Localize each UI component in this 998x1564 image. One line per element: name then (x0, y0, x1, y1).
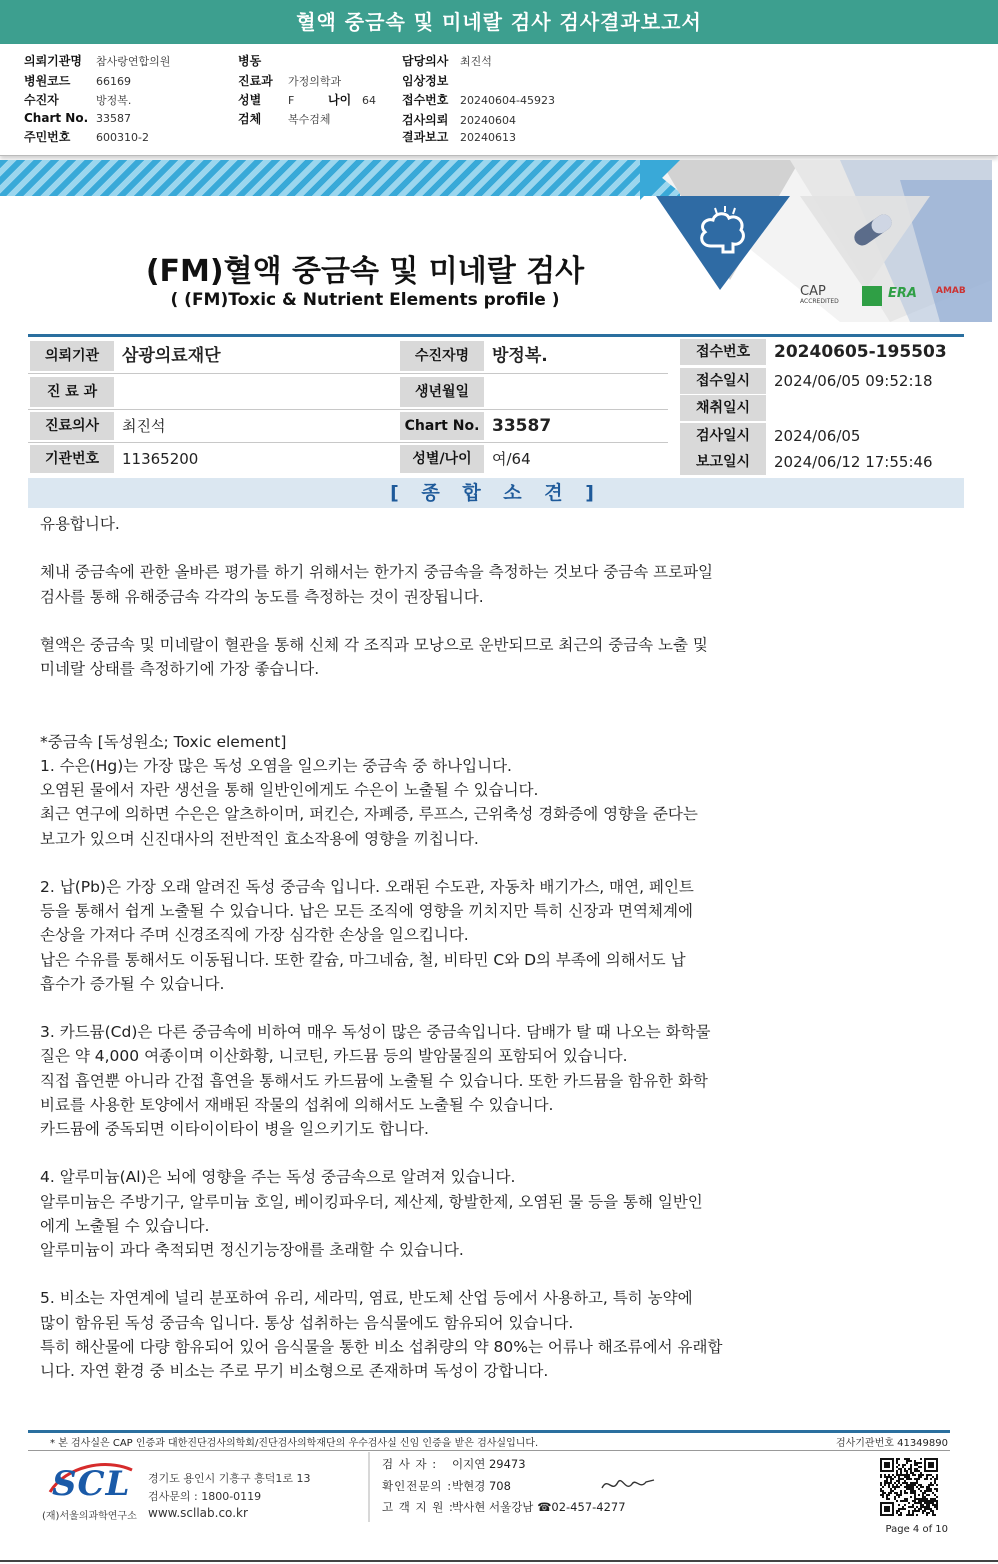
signature-image (600, 1474, 656, 1496)
scl-logo: SCL (52, 1464, 131, 1504)
hospital-name-row: 의뢰기관명 참사랑연합의원 (24, 54, 171, 68)
receipt-no-row: 접수번호 20240604-45923 (402, 93, 555, 107)
summary-line: 질은 약 4,000 여종이며 이산화황, 니코틴, 카드뮴 등의 발암물질의 포함되어 있습니다. (40, 1047, 628, 1066)
row-divider (28, 373, 668, 374)
summary-line (40, 851, 780, 875)
label-chart-no: Chart No. (400, 412, 484, 440)
summary-heading: [ 종 합 소 견 ] (28, 478, 964, 508)
summary-line: *중금속 [독성원소; Toxic element] (40, 732, 287, 751)
lab-name: (재)서울의과학연구소 (42, 1511, 137, 1522)
row-divider (28, 442, 668, 443)
summary-line: 알루미늄은 주방기구, 알루미늄 호일, 베이킹파우더, 제산제, 항발한제, 오염된 물 등을 통해 일반인 (40, 1192, 703, 1211)
summary-line: 카드뮴에 중독되면 이타이이타이 병을 일으키기도 합니다. (40, 1119, 429, 1138)
report-date-row: 결과보고 20240613 (402, 130, 516, 144)
test-subtitle: ( (FM)Toxic & Nutrient Elements profile ) (170, 290, 560, 310)
specimen-row: 검체 복수검체 (238, 112, 331, 126)
summary-line: 비료를 사용한 토양에서 재배된 작물의 섭취에 의해서도 노출될 수 있습니다. (40, 1095, 554, 1114)
chart-no-row: Chart No. 33587 (24, 111, 131, 125)
summary-line: 보고가 있으며 신진대사의 전반적인 효소작용에 영향을 끼칩니다. (40, 829, 479, 848)
label-requesting-org: 의뢰기관 (30, 341, 114, 371)
summary-line: 에게 노출될 수 있습니다. (40, 1216, 210, 1235)
summary-line: 미네랄 상태를 측정하기에 가장 좋습니다. (40, 660, 320, 679)
resident-no-row: 주민번호 600310-2 (24, 130, 149, 144)
clinical-info-row: 임상정보 (402, 74, 449, 88)
sex-row: 성별 F (238, 93, 295, 107)
summary-line: 직접 흡연뿐 아니라 간접 흡연을 통해서도 카드뮴에 노출될 수 있습니다. 또한 카드뮴을 함유한 화학 (40, 1071, 708, 1090)
patient-info-table (28, 334, 964, 474)
requesting-org-value: 삼광의료재단 (122, 346, 221, 366)
org-number: 검사기관번호 41349890 (835, 1438, 948, 1449)
lm-logo-icon (862, 286, 882, 306)
label-test-date: 검사일시 (680, 423, 766, 449)
summary-line: 1. 수은(Hg)는 가장 많은 독성 오염을 일으키는 중금속 중 하나입니다. (40, 756, 512, 775)
patient-summary-block (0, 44, 998, 156)
summary-line: 등을 통해서 쉽게 노출될 수 있습니다. 납은 모든 조직에 영향을 끼치지만 특히 신장과 면역체계에 (40, 902, 693, 921)
summary-body (40, 512, 780, 1383)
summary-line: 흡수가 증가될 수 있습니다. (40, 974, 225, 993)
label-department: 진 료 과 (30, 377, 114, 407)
doctor-row: 담당의사 최진석 (402, 54, 492, 68)
department-value (114, 377, 122, 407)
org-no-value: 11365200 (122, 450, 199, 468)
summary-line: 검사를 통해 유해중금속 각각의 농도를 측정하는 것이 권장됩니다. (40, 587, 484, 606)
summary-line: 특히 해산물에 다량 함유되어 있어 음식물을 통한 비소 섭취량의 약 80%는 어류나 해조류에서 유래합 (40, 1337, 723, 1356)
hospital-code-row: 병원코드 66169 (24, 74, 131, 88)
accreditation-note: * 본 검사실은 CAP 인증과 대한진단검사의학회/진단검사의학재단의 우수검사실 신임 인증을 받은 검사실입니다. (50, 1438, 539, 1449)
support-row: 고 객 지 원 :박사현 서울강남 ☎02-457-4277 (382, 1500, 626, 1514)
label-birth-date: 생년월일 (400, 377, 484, 407)
footer-separator (368, 1452, 370, 1522)
patient-row: 수진자 방정복. (24, 93, 132, 107)
chart-no-value: 33587 (492, 416, 552, 436)
summary-line (40, 706, 780, 730)
era-logo: ERA (888, 286, 917, 301)
lab-website[interactable]: www.scllab.co.kr (148, 1506, 248, 1520)
summary-line: 니다. 자연 환경 중 비소는 주로 무기 비소형으로 존재하며 독성이 강합니다. (40, 1361, 549, 1380)
sex-age-value: 여/64 (492, 450, 531, 468)
doctor-value: 최진석 (122, 417, 166, 435)
summary-line: 손상을 가져다 주며 신경조직에 가장 심각한 손상을 일으킵니다. (40, 926, 469, 945)
page-bottom-rule (0, 1560, 998, 1562)
cap-logo: CAP (800, 284, 826, 299)
summary-line (40, 681, 780, 705)
summary-line: 알루미늄이 과다 축적되면 정신기능장애를 초래할 수 있습니다. (40, 1240, 464, 1259)
label-sex-age: 성별/나이 (400, 445, 484, 473)
summary-line: 납은 수유를 통해서도 이동됩니다. 또한 칼슘, 마그네슘, 철, 비타민 C와 D의 부족에 의해서도 납 (40, 950, 686, 969)
label-patient-name: 수진자명 (400, 341, 484, 371)
summary-line: 4. 알루미늄(Al)은 뇌에 영향을 주는 독성 중금속으로 알려져 있습니다. (40, 1168, 516, 1187)
birth-date-value (484, 377, 492, 407)
label-collection-time: 채취일시 (680, 395, 766, 421)
qr-code[interactable] (880, 1458, 938, 1516)
ward-row: 병동 (238, 54, 262, 68)
cap-accredited-text: ACCREDITED (800, 298, 839, 305)
specialist-row: 확인전문의 :박현경 708 (382, 1479, 511, 1493)
summary-line (40, 536, 780, 560)
footer-divider (28, 1450, 950, 1451)
footer-rule (28, 1430, 950, 1433)
banner-stripe (0, 160, 680, 196)
test-date-value: 2024/06/05 (774, 427, 861, 445)
summary-line (40, 1262, 780, 1286)
lab-address: 경기도 용인시 기흥구 흥덕1로 13 (148, 1472, 311, 1485)
receipt-time-value: 2024/06/05 09:52:18 (774, 372, 933, 390)
label-org-no: 기관번호 (30, 445, 114, 473)
accreditation-logos (800, 284, 970, 314)
collection-time-value (766, 395, 774, 421)
summary-line: 3. 카드뮴(Cd)은 다른 중금속에 비하여 매우 독성이 많은 중금속입니다. 담배가 탈 때 나오는 화학물 (40, 1023, 711, 1042)
summary-line (40, 609, 780, 633)
patient-name-value: 방정복. (492, 346, 548, 366)
label-receipt-time: 접수일시 (680, 368, 766, 394)
page-number: Page 4 of 10 (885, 1524, 948, 1535)
label-doctor: 진료의사 (30, 412, 114, 440)
summary-line: 유용합니다. (40, 515, 120, 533)
summary-line (40, 996, 780, 1020)
summary-line: 5. 비소는 자연계에 널리 분포하여 유리, 세라믹, 염료, 반도체 산업 등에서 사용하고, 특히 농약에 (40, 1289, 693, 1308)
summary-line: 혈액은 중금속 및 미네랄이 혈관을 통해 신체 각 조직과 모낭으로 운반되므로 최근의 중금속 노출 및 (40, 635, 708, 654)
amab-logo: AMAB (936, 286, 966, 296)
test-title: (FM)혈액 중금속 및 미네랄 검사 (145, 254, 585, 289)
request-date-row: 검사의뢰 20240604 (402, 113, 516, 127)
summary-line: 최근 연구에 의하면 수은은 알츠하이머, 퍼킨슨, 자폐증, 루프스, 근위축성 경화증에 영향을 준다는 (40, 805, 698, 824)
row-divider (28, 409, 668, 410)
department-row: 진료과 가정의학과 (238, 74, 342, 88)
lab-phone: 검사문의 : 1800-0119 (148, 1490, 262, 1503)
report-title: 혈액 중금속 및 미네랄 검사 검사결과보고서 (0, 0, 998, 44)
summary-line: 오염된 물에서 자란 생선을 통해 일반인에게도 수은이 노출될 수 있습니다. (40, 781, 539, 800)
capsule-icon (848, 210, 898, 250)
receipt-no-value: 20240605-195503 (774, 342, 947, 362)
summary-line: 많이 함유된 독성 중금속 입니다. 통상 섭취하는 음식물에도 함유되어 있습니다. (40, 1313, 574, 1332)
summary-line: 2. 납(Pb)은 가장 오래 알려진 독성 중금속 입니다. 오래된 수도관, 자동차 배기가스, 매연, 페인트 (40, 877, 694, 896)
age-row: 나이 64 (328, 93, 376, 107)
label-report-time: 보고일시 (680, 449, 766, 475)
label-receipt-no: 접수번호 (680, 339, 766, 365)
summary-line (40, 1141, 780, 1165)
tester-row: 검 사 자 : 이지연 29473 (382, 1457, 526, 1471)
summary-line: 체내 중금속에 관한 올바른 평가를 하기 위해서는 한가지 중금속을 측정하는 것보다 중금속 프로파일 (40, 563, 714, 582)
report-time-value: 2024/06/12 17:55:46 (774, 453, 933, 471)
